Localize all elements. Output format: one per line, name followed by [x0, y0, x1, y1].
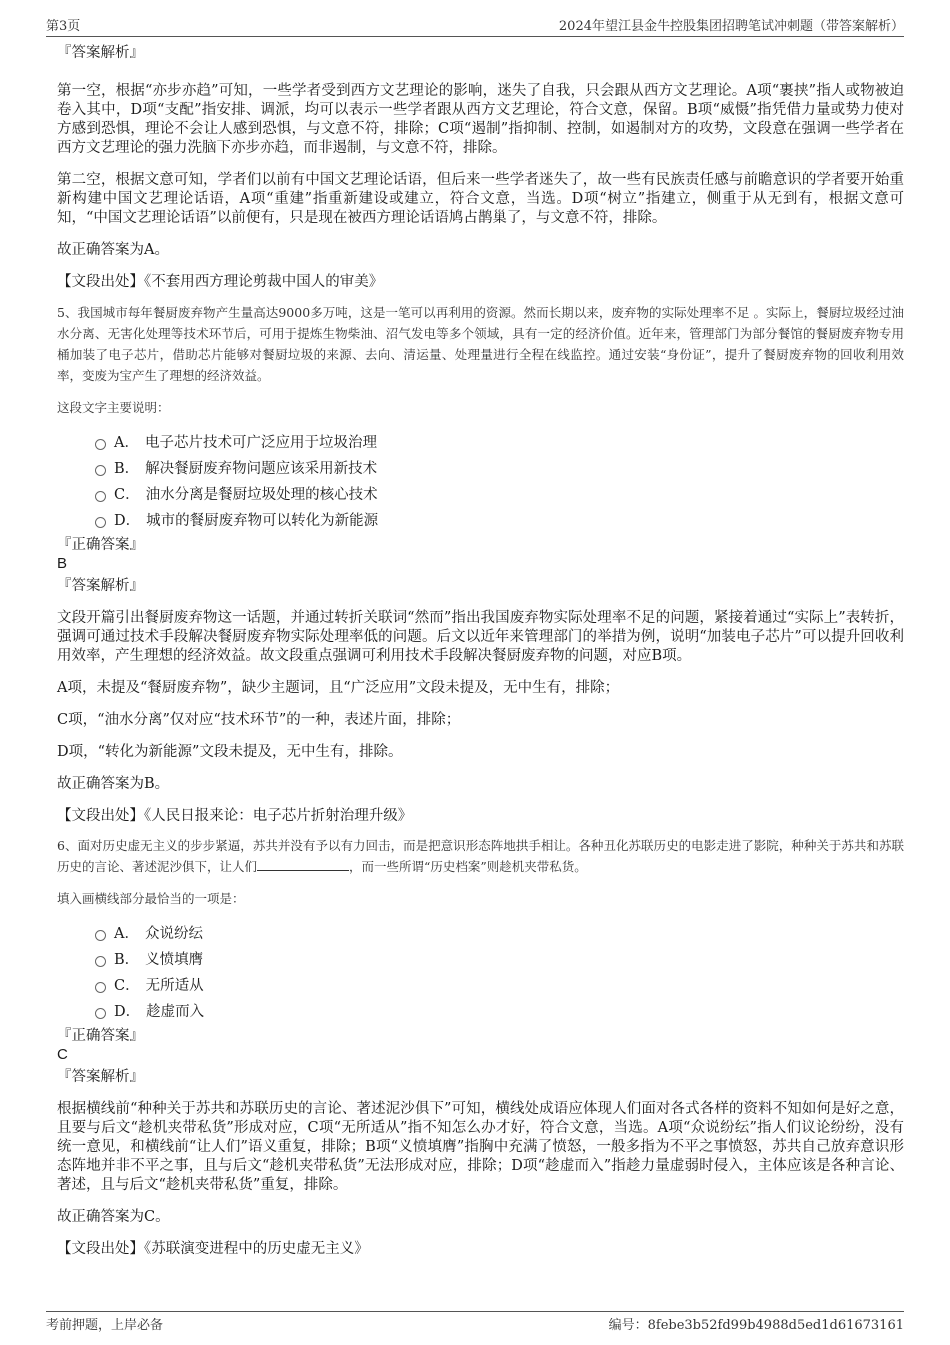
q6-options — [57, 919, 904, 1023]
fill-blank — [257, 857, 349, 871]
q4-analysis-para-2: 第二空，根据文意可知，学者们以前有中国文艺理论话语，但后来一些学者迷失了，故一些有民族责任感与前瞻意识的学者要开始重新构建中国文艺理论话语，A项“重建”指重新建设或建立，符合文意，当选。D项“树立”指建立，侧重于从无到有，根据文意可知，“中国文艺理论话语”以前便有，只是现在被西方理论话语鸠占鹊巢了，与文意不符，排除。 — [57, 172, 904, 226]
q6-analysis-para-1: 根据横线前“种种关于苏共和苏联历史的言论、著述泥沙俱下”可知，横线处成语应体现人们面对各式各样的资料不知如何是好之意，且要与后文“趁机夹带私货”形成对应，C项“无所适从”指不知怎么办才好，符合文意，当选。A项“众说纷纭”指人们议论纷纷，没有统一意见，和横线前“让人们”语义重复，排除；B项“义愤填膺”指胸中充满了愤怒，一般多指为不平之事愤怒，苏共自己放弃意识形态阵地并非不平之事，且与后文“趁机夹带私货”无法形成对应，排除；D项“趁虚而入”指趁力量虚弱时侵入，主体应该是各种言论、著述，且与后文“趁机夹带私货”重复，排除。 — [57, 1101, 904, 1193]
q5-question-prompt: 这段文字主要说明： — [57, 400, 170, 415]
radio-icon[interactable] — [95, 956, 106, 967]
q5-analysis-para-3: C项，“油水分离”仅对应“技术环节”的一种，表述片面，排除； — [57, 712, 461, 728]
q6-question-text: 6、面对历史虚无主义的步步紧逼，苏共并没有予以有力回击，而是把意识形态阵地拱手相让。各种丑化苏联历史的电影走进了影院，种种关于苏共和苏联历史的言论、著述泥沙俱下，让人们 ，而一些所谓“历史档案”则趁机夹带私货。 — [57, 838, 904, 874]
page-header — [46, 12, 904, 37]
q6-conclusion: 故正确答案为C。 — [57, 1209, 170, 1225]
radio-icon[interactable] — [95, 465, 106, 476]
q6-analysis-label: 『答案解析』 — [57, 1069, 144, 1085]
radio-icon[interactable] — [95, 517, 106, 528]
page-footer — [46, 1311, 904, 1336]
page-content — [57, 44, 904, 1259]
q6-option-a[interactable]: A． 众说纷纭 — [95, 919, 904, 945]
q6-source: 【文段出处】《苏联演变进程中的历史虚无主义》 — [57, 1241, 369, 1257]
q5-analysis-para-4: D项，“转化为新能源”文段未提及，无中生有，排除。 — [57, 744, 403, 760]
q6-option-d[interactable]: D． 趁虚而入 — [95, 997, 904, 1023]
q5-option-a[interactable]: A． 电子芯片技术可广泛应用于垃圾治理 — [95, 428, 904, 454]
q5-option-b[interactable]: B． 解决餐厨废弃物问题应该采用新技术 — [95, 454, 904, 480]
radio-icon[interactable] — [95, 491, 106, 502]
q4-source: 【文段出处】《不套用西方理论剪裁中国人的审美》 — [57, 274, 384, 290]
radio-icon[interactable] — [95, 982, 106, 993]
q6-option-b[interactable]: B． 义愤填膺 — [95, 945, 904, 971]
q5-analysis-label: 『答案解析』 — [57, 578, 144, 594]
q4-conclusion: 故正确答案为A。 — [57, 242, 169, 258]
q5-correct-label: 『正确答案』 — [57, 537, 144, 553]
radio-icon[interactable] — [95, 930, 106, 941]
page-number: 第3页 — [46, 19, 81, 34]
q4-analysis-para-1: 第一空，根据“亦步亦趋”可知，一些学者受到西方文艺理论的影响，迷失了自我，只会跟从西方文艺理论。A项“裹挟”指人或物被迫卷入其中，D项“支配”指安排、调派，均可以表示一些学者跟从西方文艺理论，符合文意，保留。B项“威慑”指凭借力量或势力使对方感到恐惧，理论不会让人感到恐惧，与文意不符，排除；C项“遏制”指抑制、控制，如遏制对方的攻势，文段意在强调一些学者在西方文艺理论的强力洗脑下亦步亦趋，而非遏制，与文意不符，排除。 — [57, 83, 904, 156]
q5-analysis-para-1: 文段开篇引出餐厨废弃物这一话题，并通过转折关联词“然而”指出我国废弃物实际处理率不足的问题，紧接着通过“实际上”表转折，强调可通过技术手段解决餐厨废弃物实际处理率低的问题。后文以近年来管理部门的举措为例，说明“加装电子芯片”可以提升回收利用效率，产生理想的经济效益。故文段重点强调可利用技术手段解决餐厨废弃物的问题，对应B项。 — [57, 610, 904, 664]
q5-options — [57, 428, 904, 532]
q6-question-prompt: 填入画横线部分最恰当的一项是： — [57, 891, 245, 906]
q6-correct-label: 『正确答案』 — [57, 1028, 144, 1044]
q5-conclusion: 故正确答案为B。 — [57, 776, 170, 792]
radio-icon[interactable] — [95, 1008, 106, 1019]
q4-analysis-label: 『答案解析』 — [57, 45, 144, 61]
footer-slogan: 考前押题，上岸必备 — [46, 1318, 164, 1333]
q5-option-c[interactable]: C． 油水分离是餐厨垃圾处理的核心技术 — [95, 480, 904, 506]
document-title: 2024年望江县金牛控股集团招聘笔试冲刺题（带答案解析） — [558, 19, 904, 34]
radio-icon[interactable] — [95, 439, 106, 450]
q5-option-d[interactable]: D． 城市的餐厨废弃物可以转化为新能源 — [95, 506, 904, 532]
q6-option-c[interactable]: C． 无所适从 — [95, 971, 904, 997]
q6-correct-answer: C — [57, 1046, 68, 1063]
q5-source: 【文段出处】《人民日报来论：电子芯片折射治理升级》 — [57, 808, 413, 824]
q5-analysis-para-2: A项，未提及“餐厨废弃物”，缺少主题词，且“广泛应用”文段未提及，无中生有，排除； — [57, 680, 620, 696]
q5-question-text: 5、我国城市每年餐厨废弃物产生量高达9000多万吨，这是一笔可以再利用的资源。然而长期以来，废弃物的实际处理率不足 。实际上，餐厨垃圾经过油水分离、无害化处理等技术环节后，可用于提炼生物柴油、沼气发电等多个领域，具有一定的经济价值。近年来，管理部门为部分餐馆的餐厨废弃物专用桶加装了电子芯片，借助芯片能够对餐厨垃圾的来源、去向、清运量、处理量进行全程在线监控。通过安装“身份证”，提升了餐厨废弃物的回收利用效率，变废为宝产生了理想的经济效益。 — [57, 305, 904, 383]
document-id: 编号：8febe3b52fd99b4988d5ed1d61673161 — [608, 1318, 904, 1333]
q5-correct-answer: B — [57, 555, 68, 572]
